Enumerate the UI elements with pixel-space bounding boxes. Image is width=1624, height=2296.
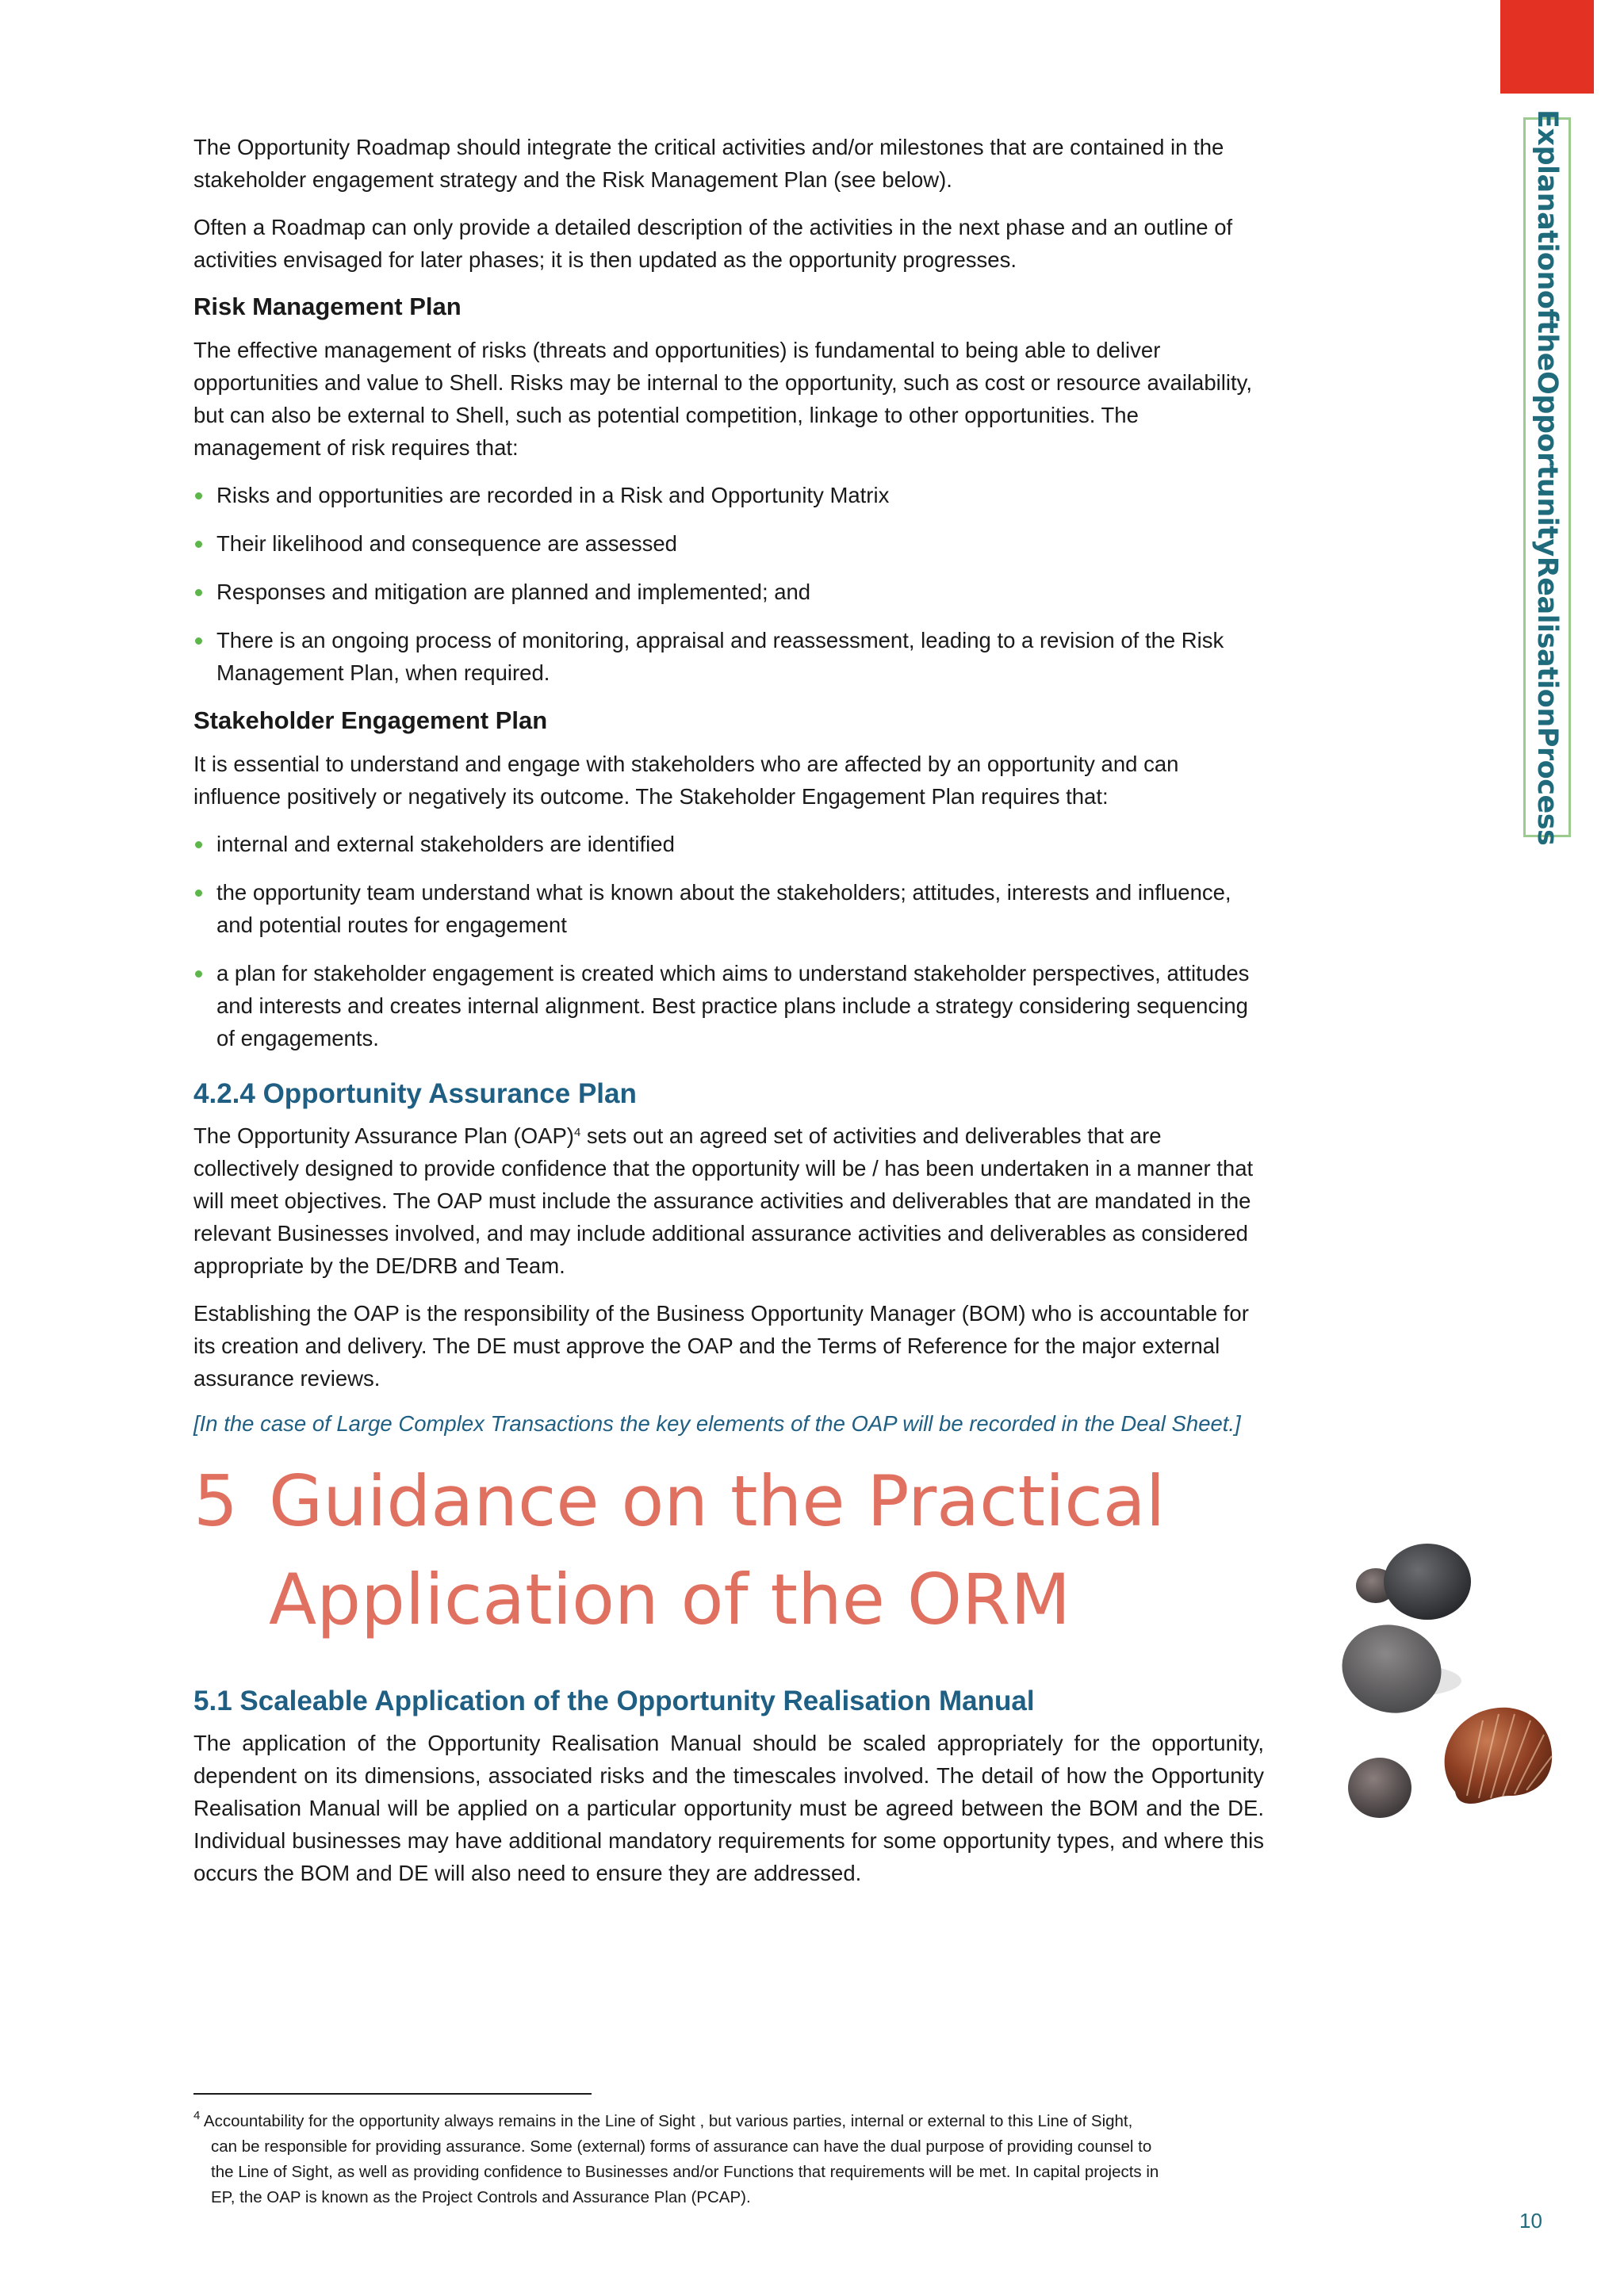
footnote-marker: 4 (193, 2109, 201, 2122)
stakeholder-bullet-list (193, 828, 1264, 1054)
footnote-ref[interactable]: 4 (573, 1126, 581, 1139)
list-item: Risks and opportunities are recorded in a Risk and Opportunity Matrix (193, 479, 1264, 511)
risk-bullet-list (193, 479, 1264, 689)
corner-tab (1500, 0, 1594, 94)
list-item: Responses and mitigation are planned and implemented; and (193, 576, 1264, 608)
side-tab-label: ExplanationoftheOpportunityRealisationProcess (1531, 109, 1563, 846)
section-side-tab (1523, 109, 1571, 846)
risk-heading: Risk Management Plan (193, 293, 462, 320)
pebble (1384, 1544, 1471, 1620)
section-5-1-paragraph: The application of the Opportunity Realisation Manual should be scaled appropriately for the opportunity, dependent on its dimensions, associated risks and the timescales involved. The detail of how the Opportunity Realisation Manual will be applied on a particular opportunity must be agreed between the BOM and the DE. Individual businesses may have additional mandatory requirements for some opportunity types, and where this occurs the BOM and DE will also need to ensure they are addressed. (193, 1731, 1264, 1885)
page-number: 10 (1519, 2209, 1542, 2233)
footnote-line: can be responsible for providing assurance. Some (external) forms of assurance can have the dual purpose of providing counsel to (211, 2137, 1152, 2156)
chapter-title (193, 1452, 1264, 1649)
list-item: the opportunity team understand what is known about the stakeholders; attitudes, interests and influence, and potential routes for engagement (193, 876, 1264, 941)
oap-text-b: sets out an agreed set of activities and deliverables that are collectively designed to provide confidence that the opportunity will be / has been undertaken in a manner that will meet objectives. The OAP must include the assurance activities and deliverables that are mandated in the relevant Businesses involved, and may include additional assurance activities and deliverables as considered appropriate by the DE/DRB and Team. (193, 1123, 1254, 1278)
chapter-number: 5 (193, 1460, 238, 1542)
section-5-1-heading: 5.1 Scaleable Application of the Opportunity Realisation Manual (193, 1686, 1035, 1716)
pebbles-shell-image (1257, 1530, 1610, 1863)
list-item: Their likelihood and consequence are assessed (193, 527, 1264, 560)
risk-paragraph: The effective management of risks (threats and opportunities) is fundamental to being able to deliver opportunities and value to Shell. Risks may be internal to the opportunity, such as cost or resource availability, but can also be external to Shell, such as potential competition, linkage to other opportunities. The management of risk requires that: (193, 338, 1252, 460)
footnote-line: $^4$ Accountability for the opportunity always remains in the Line of Sight , but various parties, internal or external to this Line of Sight, (193, 2109, 1133, 2130)
seashell (1445, 1708, 1553, 1804)
intro-paragraph-2: Often a Roadmap can only provide a detailed description of the activities in the next phase and an outline of activities envisaged for later phases; it is then updated as the opportunity progresses. (193, 215, 1233, 272)
list-item: internal and external stakeholders are identified (193, 828, 1264, 860)
footnote-line: the Line of Sight, as well as providing confidence to Businesses and/or Functions that requirements will be met. In capital projects in (211, 2163, 1159, 2181)
list-item: There is an ongoing process of monitoring, appraisal and reassessment, leading to a revision of the Risk Management Plan, when required. (193, 624, 1264, 689)
list-item: a plan for stakeholder engagement is created which aims to understand stakeholder perspectives, attitudes and interests and creates internal alignment. Best practice plans include a strategy considering sequencing of engagements. (193, 957, 1264, 1054)
oap-paragraph-2: Establishing the OAP is the responsibility of the Business Opportunity Manager (BOM) who is accountable for its creation and delivery. The DE must approve the OAP and the Terms of Reference for the major external assurance reviews. (193, 1301, 1249, 1391)
footnote (193, 2109, 1256, 2210)
stakeholder-paragraph: It is essential to understand and engage with stakeholders who are affected by an opportunity and can influence positively or negatively its outcome. The Stakeholder Engagement Plan requires that: (193, 752, 1179, 809)
pebble (1348, 1758, 1411, 1818)
oap-text-a: The Opportunity Assurance Plan (OAP) (193, 1123, 574, 1148)
page-content (193, 131, 1264, 1889)
pebble (1332, 1614, 1451, 1724)
oap-heading: 4.2.4 Opportunity Assurance Plan (193, 1078, 637, 1109)
footnote-divider (193, 2093, 592, 2095)
chapter-title-line-1: Guidance on the Practical (269, 1460, 1166, 1542)
oap-paragraph-1 (193, 1119, 1264, 1282)
intro-paragraph-1: The Opportunity Roadmap should integrate the critical activities and/or milestones that are contained in the stakeholder engagement strategy and the Risk Management Plan (see below). (193, 135, 1224, 192)
oap-note: [In the case of Large Complex Transactions the key elements of the OAP will be recorded in the Deal Sheet.] (193, 1411, 1241, 1436)
footnote-line: EP, the OAP is known as the Project Controls and Assurance Plan (PCAP). (211, 2188, 751, 2206)
stakeholder-heading: Stakeholder Engagement Plan (193, 706, 548, 734)
chapter-title-line-2: Application of the ORM (269, 1559, 1071, 1640)
